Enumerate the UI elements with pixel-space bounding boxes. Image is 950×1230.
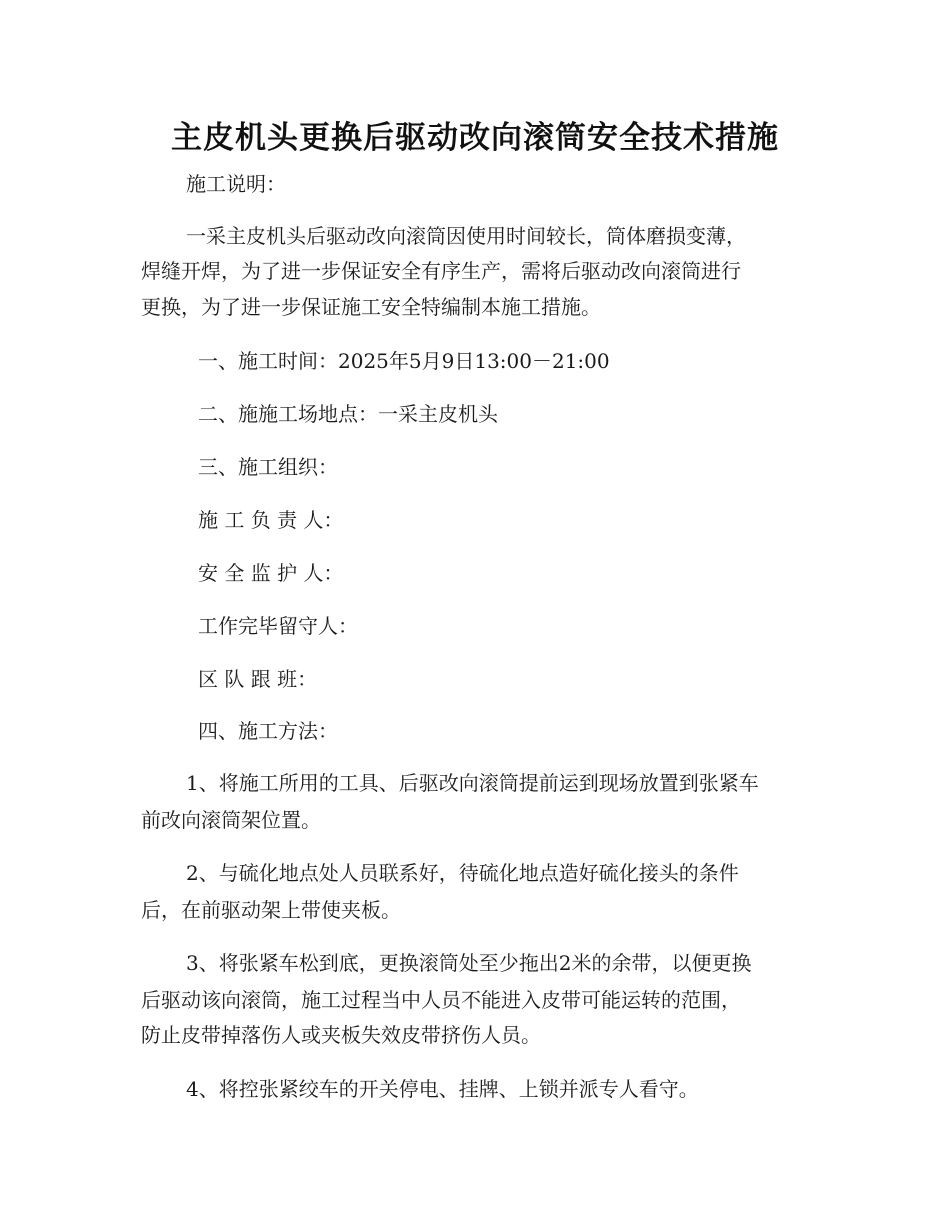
org-role-leader: 施 工 负 责 人： (198, 508, 344, 532)
intro-line-2: 焊缝开焊，为了进一步保证安全有序生产，需将后驱动改向滚筒进行 (141, 259, 741, 283)
step-3-line-1: 3、将张紧车松到底，更换滚筒处至少拖出2米的余带，以便更换 (186, 951, 752, 975)
section-time: 一、施工时间：2025年5月9日13:00－21:00 (198, 349, 610, 373)
step-2-line-1: 2、与硫化地点处人员联系好，待硫化地点造好硫化接头的条件 (186, 861, 739, 885)
intro-heading: 施工说明： (186, 172, 286, 196)
section-location: 二、施施工场地点：一采主皮机头 (198, 402, 498, 426)
intro-line-3: 更换，为了进一步保证施工安全特编制本施工措施。 (141, 295, 601, 319)
org-role-guard: 工作完毕留守人： (198, 614, 358, 638)
document-title: 主皮机头更换后驱动改向滚筒安全技术措施 (171, 120, 779, 156)
org-role-safety: 安 全 监 护 人： (198, 561, 344, 585)
step-2-line-2: 后，在前驱动架上带使夹板。 (141, 898, 401, 922)
step-3-line-3: 防止皮带掉落伤人或夹板失效皮带挤伤人员。 (141, 1023, 541, 1047)
step-1-line-1: 1、将施工所用的工具、后驱改向滚筒提前运到现场放置到张紧车 (186, 771, 759, 795)
section-organization: 三、施工组织： (198, 455, 338, 479)
section-method: 四、施工方法： (198, 719, 338, 743)
step-3-line-2: 后驱动该向滚筒，施工过程当中人员不能进入皮带可能运转的范围， (141, 988, 741, 1012)
step-4-line-1: 4、将控张紧绞车的开关停电、挂牌、上锁并派专人看守。 (186, 1077, 699, 1101)
intro-line-1: 一采主皮机头后驱动改向滚筒因使用时间较长，筒体磨损变薄， (186, 224, 746, 248)
step-1-line-2: 前改向滚筒架位置。 (141, 808, 321, 832)
org-role-team: 区 队 跟 班： (198, 667, 318, 691)
